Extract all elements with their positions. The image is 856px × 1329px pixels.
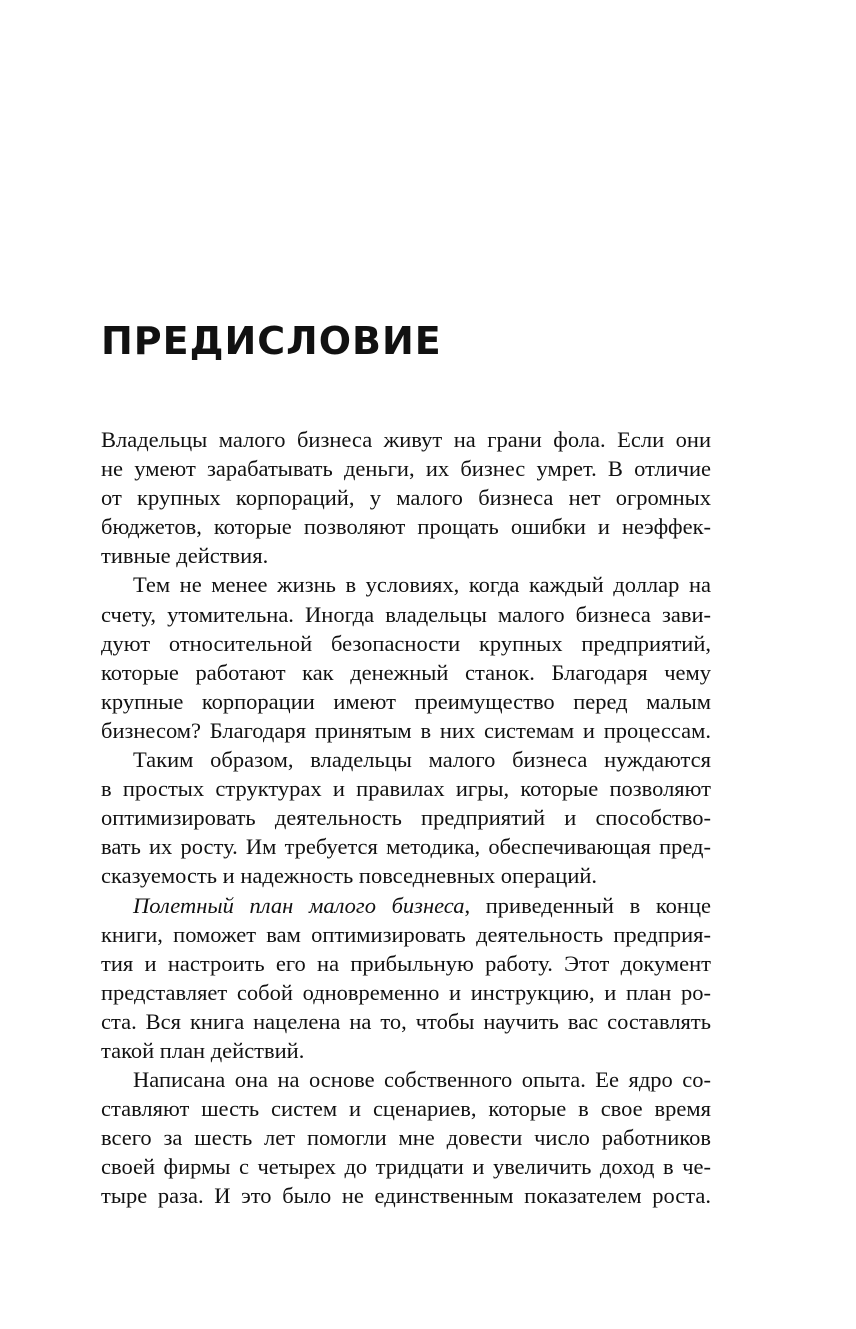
text-line: бизнесом? Благодаря принятым в них системам и процессам. bbox=[101, 717, 711, 743]
text-line: ставляют шесть систем и сценариев, которые в свое время bbox=[101, 1096, 711, 1122]
paragraph-1 bbox=[101, 425, 711, 570]
text-line: тыре раза. И это было не единственным показателем роста. bbox=[101, 1183, 711, 1209]
text-line: ста. Вся книга нацелена на то, чтобы научить вас составлять bbox=[101, 1008, 711, 1034]
text-line: сказуемость и надежность повседневных операций. bbox=[101, 863, 598, 889]
text-line: книги, поможет вам оптимизировать деятельность предприя- bbox=[101, 921, 711, 947]
body-text bbox=[101, 425, 711, 1211]
text-fragment: , приведенный в конце bbox=[464, 892, 711, 918]
text-line: всего за шесть лет помогли мне довести число работников bbox=[101, 1125, 711, 1151]
text-line: тивные действия. bbox=[101, 543, 269, 569]
text-line: оптимизировать деятельность предприятий и способство- bbox=[101, 805, 711, 831]
text-line: Тем не менее жизнь в условиях, когда каждый доллар на bbox=[133, 572, 711, 598]
paragraph-4 bbox=[101, 891, 711, 1066]
text-line: дуют относительной безопасности крупных предприятий, bbox=[101, 630, 711, 656]
text-line: тия и настроить его на прибыльную работу. Этот документ bbox=[101, 950, 711, 976]
text-line: крупные корпорации имеют преимущество перед малым bbox=[101, 688, 711, 714]
text-line: своей фирмы с четырех до тридцати и увеличить доход в че- bbox=[101, 1154, 711, 1180]
text-line: от крупных корпораций, у малого бизнеса нет огромных bbox=[101, 485, 711, 511]
text-line bbox=[101, 891, 711, 920]
text-line: счету, утомительна. Иногда владельцы малого бизнеса зави- bbox=[101, 601, 711, 627]
paragraph-5 bbox=[101, 1065, 711, 1210]
text-line: в простых структурах и правилах игры, которые позволяют bbox=[101, 776, 711, 802]
text-line: бюджетов, которые позволяют прощать ошибки и неэффек- bbox=[101, 514, 711, 540]
text-line: такой план действий. bbox=[101, 1037, 305, 1063]
paragraph-3 bbox=[101, 745, 711, 890]
book-title-italic: Полетный план малого бизнеса bbox=[133, 892, 465, 918]
text-line: представляет собой одновременно и инструкцию, и план ро- bbox=[101, 979, 711, 1005]
text-line: Написана она на основе собственного опыта. Ее ядро со- bbox=[133, 1067, 711, 1093]
text-line: не умеют зарабатывать деньги, их бизнес умрет. В отличие bbox=[101, 456, 711, 482]
paragraph-2 bbox=[101, 570, 711, 745]
text-line: Владельцы малого бизнеса живут на грани фола. Если они bbox=[101, 427, 711, 452]
text-line: которые работают как денежный станок. Благодаря чему bbox=[101, 659, 711, 685]
text-line: вать их росту. Им требуется методика, обеспечивающая пред- bbox=[101, 834, 711, 860]
text-line: Таким образом, владельцы малого бизнеса нуждаются bbox=[133, 747, 711, 773]
chapter-heading: ПРЕДИСЛОВИЕ bbox=[101, 319, 442, 363]
